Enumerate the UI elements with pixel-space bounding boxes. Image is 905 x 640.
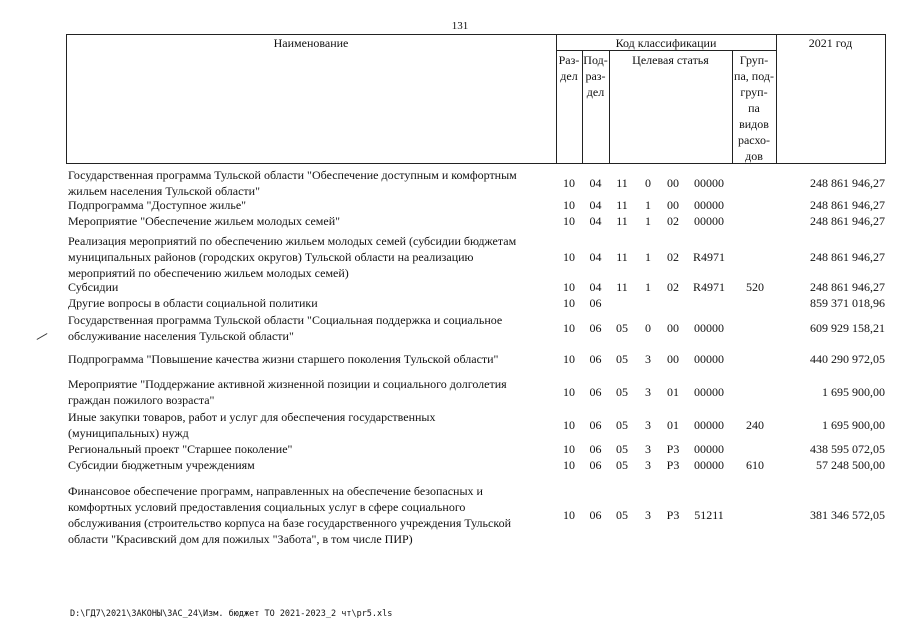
header-podrazdel-line: Под-: [583, 53, 608, 67]
row-name: [68, 409, 556, 441]
row-code-pr: 06: [589, 352, 602, 366]
row-name-line: Государственная программа Тульской области "Социальная поддержка и социальное: [68, 313, 503, 327]
table-row: [0, 312, 905, 344]
row-code-t4: 51211: [694, 508, 724, 522]
row-code-pr: 04: [589, 214, 602, 228]
row-code-pr: 06: [589, 442, 602, 456]
row-name-line: Субсидии бюджетным учреждениям: [68, 458, 255, 472]
row-code-t2: 3: [645, 508, 651, 522]
table-row: [0, 295, 905, 311]
row-code-t3: 02: [667, 280, 679, 294]
table-row: [0, 167, 905, 199]
row-code-t2: 1: [645, 198, 651, 212]
row-code-pr: 06: [589, 296, 602, 310]
table-row: [0, 457, 905, 473]
header-name: Наименование: [273, 36, 349, 50]
row-name: [68, 441, 556, 457]
row-code-pr: 06: [589, 321, 602, 335]
table-row: [0, 279, 905, 295]
row-name-line: Подпрограмма "Доступное жилье": [68, 198, 247, 212]
file-path-footer: D:\ГД7\2021\ЗАКОНЫ\ЗАС_24\Изм. бюджет ТО 2021-2023_2 чт\pr5.xls: [70, 609, 393, 619]
row-code-pr: 06: [589, 458, 602, 472]
header-group-line: па, под-: [734, 69, 774, 83]
header-target: Целевая статья: [632, 53, 709, 67]
row-name: [68, 351, 556, 367]
table-row: [0, 233, 905, 281]
row-name: [68, 213, 556, 229]
row-name-line: (муниципальных) нужд: [68, 426, 189, 440]
row-code-rz: 10: [563, 442, 575, 456]
row-code-t3: 00: [667, 321, 679, 335]
table-row: [0, 483, 905, 547]
row-code-rz: 10: [563, 296, 575, 310]
row-code-t4: 00000: [694, 458, 724, 472]
row-code-rz: 10: [563, 385, 575, 399]
row-code-t2: 1: [645, 214, 651, 228]
row-code-t1: 11: [616, 176, 628, 190]
row-code-t3: 01: [667, 385, 679, 399]
row-name: [68, 457, 556, 473]
row-code-t2: 0: [645, 321, 651, 335]
row-code-t1: 05: [616, 442, 628, 456]
row-code-vr: 240: [746, 418, 764, 432]
header-col-divider: [885, 34, 886, 164]
row-amount: 859 371 018,96: [810, 296, 885, 310]
header-group: [732, 52, 776, 164]
row-code-vr: 610: [746, 458, 764, 472]
row-code-t4: 00000: [694, 176, 724, 190]
row-code-t1: 11: [616, 250, 628, 264]
header-group-line: расхо-: [737, 133, 771, 147]
row-name-line: Иные закупки товаров, работ и услуг для обеспечения государственных: [68, 410, 436, 424]
row-code-t4: R4971: [692, 280, 725, 294]
row-code-rz: 10: [563, 198, 575, 212]
row-code-t1: 05: [616, 385, 628, 399]
row-code-t3: 02: [667, 214, 679, 228]
row-name: [68, 233, 556, 281]
header-razdel-line: дел: [560, 69, 578, 83]
row-code-t3: P3: [666, 508, 680, 522]
header-code: Код классификации: [615, 36, 717, 50]
row-code-rz: 10: [563, 352, 575, 366]
row-code-pr: 04: [589, 250, 602, 264]
row-amount: 609 929 158,21: [810, 321, 885, 335]
row-code-t1: 05: [616, 352, 628, 366]
row-code-t1: 05: [616, 418, 628, 432]
row-code-t1: 11: [616, 280, 628, 294]
header-razdel: [556, 52, 582, 84]
row-code-rz: 10: [563, 418, 575, 432]
row-code-rz: 10: [563, 176, 575, 190]
row-name: [68, 312, 556, 344]
row-name: [68, 279, 556, 295]
header-group-line: груп-: [740, 85, 768, 99]
row-name-line: Мероприятие "Обеспечение жильем молодых семей": [68, 214, 341, 228]
row-amount: 57 248 500,00: [816, 458, 885, 472]
row-code-t4: 00000: [694, 442, 724, 456]
table-row: [0, 213, 905, 229]
row-code-t2: 0: [645, 176, 651, 190]
row-name: [68, 197, 556, 213]
row-code-t3: 00: [667, 176, 679, 190]
table-row: [0, 351, 905, 367]
row-name-line: Финансовое обеспечение программ, направленных на обеспечение безопасных и: [68, 484, 483, 498]
row-code-t3: P3: [666, 442, 680, 456]
row-code-t2: 3: [645, 442, 651, 456]
row-name-line: области "Красивский дом для пожилых "Забота", в том числе ПИР): [68, 532, 413, 546]
row-code-rz: 10: [563, 280, 575, 294]
row-code-t2: 3: [645, 385, 651, 399]
table-row: [0, 409, 905, 441]
row-code-t4: 00000: [694, 214, 724, 228]
header-group-line: дов: [745, 149, 763, 163]
row-amount: 440 290 972,05: [810, 352, 885, 366]
row-code-t4: 00000: [694, 198, 724, 212]
table-row: [0, 197, 905, 213]
row-name-line: комфортных условий предоставления социальных услуг в сфере социального: [68, 500, 466, 514]
row-name-line: Мероприятие "Поддержание активной жизненной позиции и социального долголетия: [68, 377, 507, 391]
row-name: [68, 376, 556, 408]
header-col-divider: [66, 34, 67, 164]
row-name-line: обслуживание населения Тульской области": [68, 329, 294, 343]
row-code-pr: 04: [589, 198, 602, 212]
row-code-pr: 04: [589, 280, 602, 294]
row-code-pr: 06: [589, 508, 602, 522]
row-code-t1: 11: [616, 198, 628, 212]
row-amount: 248 861 946,27: [810, 198, 885, 212]
row-amount: 248 861 946,27: [810, 280, 885, 294]
row-name-line: Другие вопросы в области социальной политики: [68, 296, 318, 310]
row-name-line: муниципальных районов (городских округов) Тульской области на реализацию: [68, 250, 474, 264]
row-code-rz: 10: [563, 321, 575, 335]
row-code-t2: 1: [645, 250, 651, 264]
row-amount: 248 861 946,27: [810, 214, 885, 228]
row-name-line: обслуживания (строительство корпуса на базе государственного учреждения Тульской: [68, 516, 511, 530]
row-name-line: граждан пожилого возраста": [68, 393, 215, 407]
header-group-line: видов: [739, 117, 769, 131]
row-code-t3: 02: [667, 250, 679, 264]
header-razdel-line: Раз-: [558, 53, 580, 67]
row-code-pr: 04: [589, 176, 602, 190]
header-podrazdel: [582, 52, 609, 100]
row-amount: 1 695 900,00: [822, 385, 885, 399]
row-code-t2: 3: [645, 458, 651, 472]
row-name-line: Региональный проект "Старшее поколение": [68, 442, 293, 456]
row-code-t1: 05: [616, 321, 628, 335]
header-podrazdel-line: раз-: [585, 69, 606, 83]
row-code-t2: 3: [645, 352, 651, 366]
row-name-line: Подпрограмма "Повышение качества жизни старшего поколения Тульской области": [68, 352, 499, 366]
row-name-line: Реализация мероприятий по обеспечению жильем молодых семей (субсидии бюджетам: [68, 234, 517, 248]
row-name: [68, 295, 556, 311]
row-code-t1: 05: [616, 508, 628, 522]
table-row: [0, 376, 905, 408]
row-code-t1: 05: [616, 458, 628, 472]
row-name-line: мероприятий по обеспечению жильем молодых семей): [68, 266, 349, 280]
row-code-vr: 520: [746, 280, 764, 294]
row-amount: 1 695 900,00: [822, 418, 885, 432]
row-code-rz: 10: [563, 214, 575, 228]
row-amount: 248 861 946,27: [810, 176, 885, 190]
header-group-line: па: [748, 101, 760, 115]
row-code-t4: 00000: [694, 352, 724, 366]
header-col-divider: [776, 34, 777, 164]
row-name-line: Субсидии: [68, 280, 119, 294]
row-code-rz: 10: [563, 508, 575, 522]
row-code-t1: 11: [616, 214, 628, 228]
row-amount: 381 346 572,05: [810, 508, 885, 522]
row-code-pr: 06: [589, 385, 602, 399]
row-code-t3: 00: [667, 198, 679, 212]
row-name-line: Государственная программа Тульской области "Обеспечение доступным и комфортным: [68, 168, 517, 182]
row-name: [68, 167, 556, 199]
row-code-t3: 01: [667, 418, 679, 432]
row-code-rz: 10: [563, 250, 575, 264]
row-code-t3: P3: [666, 458, 680, 472]
header-podrazdel-line: дел: [586, 85, 605, 99]
row-code-t2: 3: [645, 418, 651, 432]
row-code-t4: 00000: [694, 385, 724, 399]
row-code-rz: 10: [563, 458, 575, 472]
row-name: [68, 483, 556, 547]
header-year: 2021 год: [808, 36, 853, 50]
row-code-pr: 06: [589, 418, 602, 432]
row-name-line: жильем населения Тульской области": [68, 184, 260, 198]
page-number: 131: [451, 20, 469, 32]
row-code-t4: 00000: [694, 321, 724, 335]
row-code-t3: 00: [667, 352, 679, 366]
row-code-t2: 1: [645, 280, 651, 294]
table-row: [0, 441, 905, 457]
header-group-line: Груп-: [739, 53, 769, 67]
row-code-t4: R4971: [692, 250, 725, 264]
row-amount: 438 595 072,05: [810, 442, 885, 456]
row-amount: 248 861 946,27: [810, 250, 885, 264]
row-code-t4: 00000: [694, 418, 724, 432]
